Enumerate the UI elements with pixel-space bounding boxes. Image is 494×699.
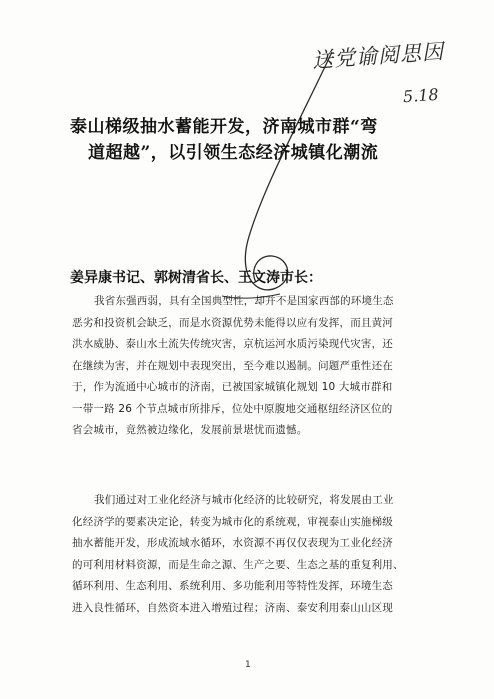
title-line-1: 泰山梯级抽水蓄能开发，济南城市群“弯 (70, 117, 378, 137)
salutation: 姜异康书记、郭树清省长、王文涛市长： (70, 270, 322, 286)
paragraph-line: 的可利用材料资源，而是生命之源、生产之要、生态之基的重复利用、 (72, 558, 404, 571)
paragraph-line: 我们通过对工业化经济与城市化经济的比较研究，将发展由工业 (94, 494, 394, 506)
paragraph-line: 循环利用、生态利用、系统利用、多功能利用等特性发挥，环境生态 (72, 580, 393, 592)
paragraph-line: 抽水蓄能开发，形成流域水循环，水资源不再仅仅表现为工业化经济 (72, 537, 393, 549)
paragraph-2 (72, 490, 432, 619)
handwritten-signature: 送党谕阅思因 (311, 39, 445, 73)
paragraph-line: 于，作为流通中心城市的济南，已被国家城镇化规划 10 大城市群和 (72, 381, 393, 393)
paragraph-line: 在继续为害，并在规划中表现突出，至今难以遏制。问题严重性还在 (72, 359, 393, 372)
paragraph-line: 我省东强西弱，具有全国典型性，却并不是国家西部的环境生态 (94, 295, 394, 307)
paragraph-line: 省会城市，竟然被边缘化，发展前景堪忧而遗憾。 (72, 424, 308, 436)
paragraph-1 (72, 291, 432, 442)
paragraph-line: 一带一路 26 个节点城市所排斥，位处中原腹地交通枢纽经济区位的 (72, 402, 393, 415)
paragraph-line: 洪水威胁、泰山水土流失传统灾害，京杭运河水质污染现代灾害，还 (72, 338, 393, 350)
page-number: 1 (245, 660, 251, 670)
document-title (70, 114, 440, 166)
title-line-2: 道超越”，以引领生态经济城镇化潮流 (88, 143, 379, 163)
paragraph-line: 化经济学的要素决定论，转变为城市化的系统观，审视泰山实施梯级 (72, 515, 393, 528)
handwritten-date: 5.18 (402, 84, 440, 107)
paragraph-line: 恶劣和投资机会缺乏，而是水资源优势未能得以应有发挥，而且黄河 (72, 316, 393, 329)
paragraph-line: 进入良性循环，自然资本进入增殖过程；济南、泰安利用泰山山区现 (72, 601, 393, 614)
